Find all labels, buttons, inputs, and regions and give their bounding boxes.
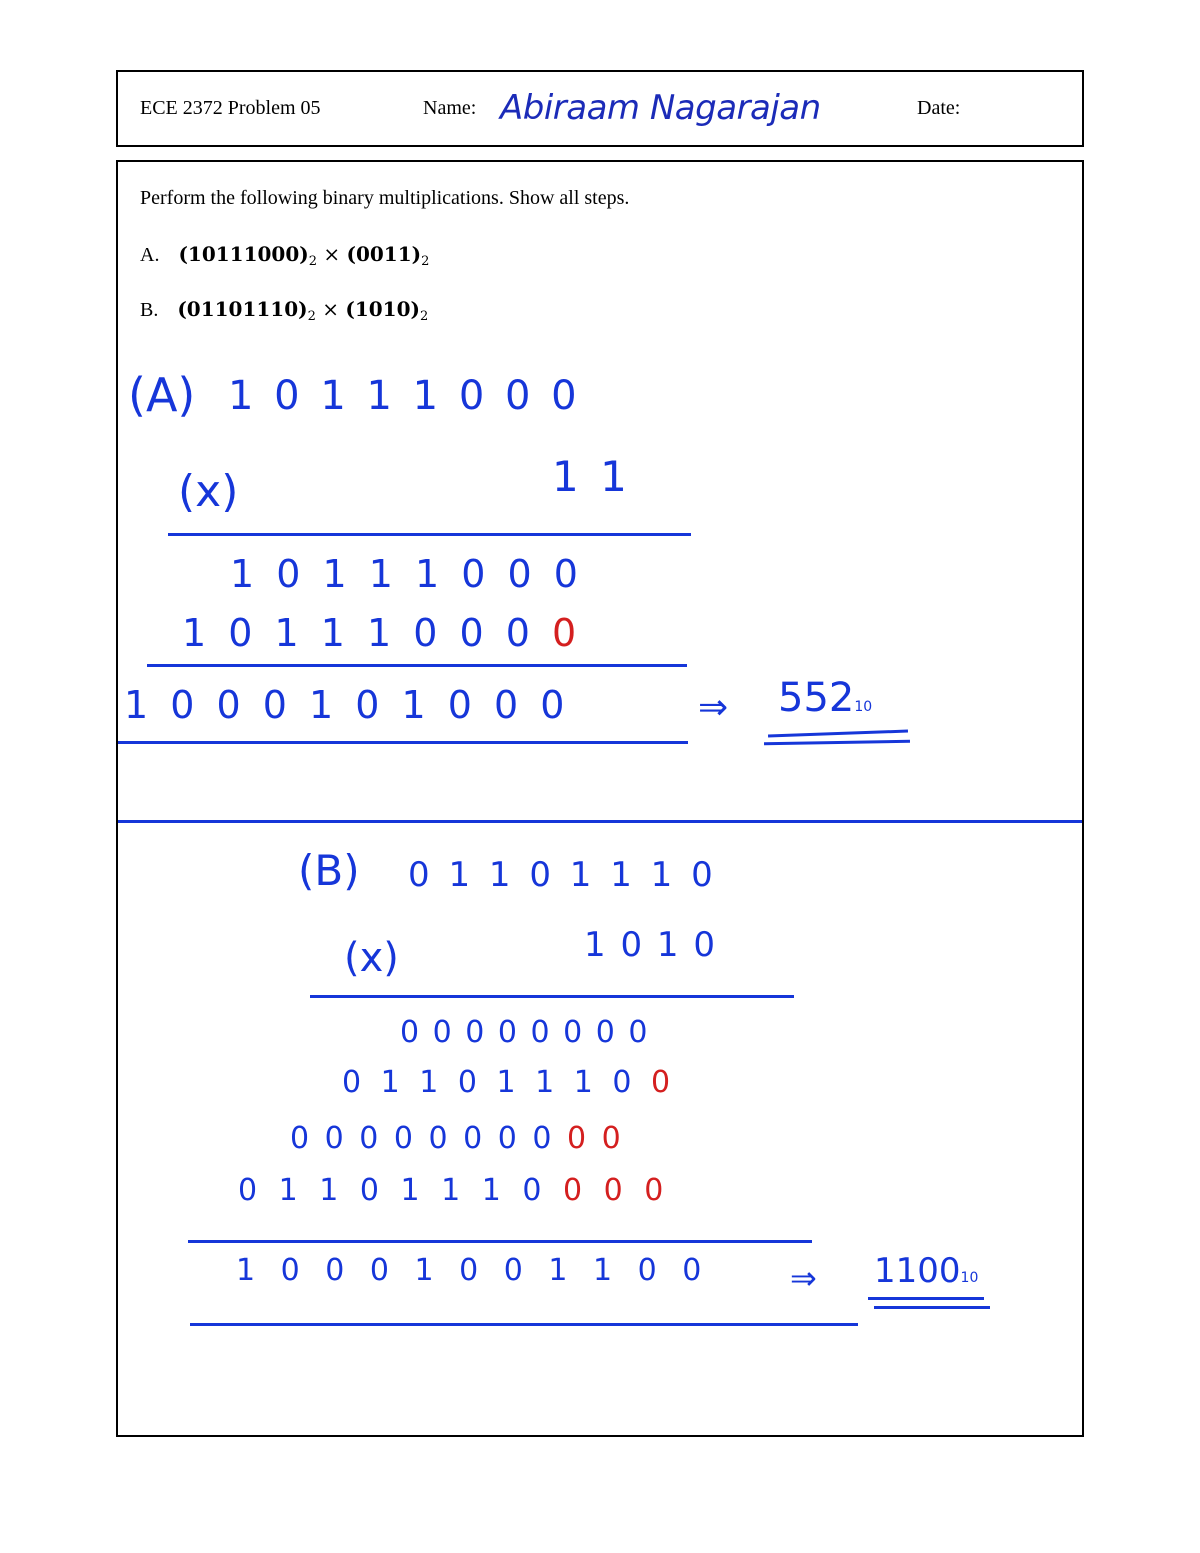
work-b-rule-2 (188, 1240, 812, 1243)
part-b-base1: 2 (307, 309, 316, 324)
work-b-label: (B) (298, 846, 360, 895)
work-b-multiplicand: 0 1 1 0 1 1 1 0 (408, 855, 717, 895)
work-b-answer-value: 1100 (874, 1251, 961, 1291)
work-b-answer-underline-2 (874, 1306, 990, 1309)
part-b-label: B. (140, 299, 159, 321)
work-b-partial-3-shift: 0 0 (566, 1121, 624, 1156)
work-b-partial-4-shift: 0 0 0 (562, 1173, 670, 1208)
work-b-partial-4 (238, 1173, 670, 1208)
work-a-rule-3 (118, 741, 688, 744)
work-b-result: 1 0 0 0 1 0 0 1 1 0 0 (236, 1253, 710, 1288)
work-a-rule-1 (168, 533, 691, 536)
work-b-partial-2 (342, 1065, 676, 1100)
work-a-answer-value: 552 (778, 675, 855, 721)
work-b-partial-3 (290, 1121, 624, 1156)
part-a-operator: × (323, 242, 341, 266)
work-b-answer (874, 1251, 979, 1291)
work-a-answer (778, 675, 873, 721)
part-b-statement (140, 297, 428, 324)
part-a-base2: 2 (421, 254, 430, 269)
work-b-arrow: ⇒ (790, 1259, 817, 1297)
part-a-operand1: (10111000) (178, 242, 309, 266)
name-label: Name: (423, 97, 477, 119)
work-a-answer-base: 10 (854, 699, 873, 715)
work-b-answer-base: 10 (960, 1270, 979, 1286)
part-b-operand2: (1010) (345, 297, 420, 321)
work-b-multiplier: 1 0 1 0 (584, 925, 717, 965)
work-b-times: (x) (344, 935, 399, 981)
work-b-rule-1 (310, 995, 794, 998)
work-b-partial-3-main: 0 0 0 0 0 0 0 0 (290, 1121, 567, 1156)
work-b-partial-2-shift: 0 (650, 1065, 676, 1100)
course-title: ECE 2372 Problem 05 (140, 97, 321, 119)
work-a-partial-1: 1 0 1 1 1 0 0 0 (230, 552, 583, 596)
work-b-rule-3 (190, 1323, 858, 1326)
problem-box (116, 160, 1084, 1437)
instruction-text: Perform the following binary multiplications. Show all steps. (140, 187, 630, 209)
work-b-partial-4-main: 0 1 1 0 1 1 1 0 (238, 1173, 563, 1208)
work-b-answer-underline-1 (868, 1297, 984, 1300)
work-a-partial-2-shift: 0 (552, 611, 582, 655)
work-b-partial-1: 0 0 0 0 0 0 0 0 (400, 1015, 650, 1050)
work-a-partial-2-main: 1 0 1 1 1 0 0 0 (182, 611, 553, 655)
work-a-result: 1 0 0 0 1 0 1 0 0 0 (124, 683, 570, 727)
part-b-operand1: (01101110) (177, 297, 308, 321)
name-signature: Abiraam Nagarajan (500, 88, 821, 128)
part-a-label: A. (140, 244, 160, 266)
work-a-rule-2 (147, 664, 687, 667)
work-a-times: (x) (178, 466, 239, 517)
work-a-multiplier: 1 1 (552, 452, 631, 501)
part-a-statement (140, 242, 429, 269)
date-label: Date: (917, 97, 961, 119)
part-a-base1: 2 (308, 254, 317, 269)
work-a-partial-2 (182, 611, 582, 655)
part-b-base2: 2 (419, 309, 429, 324)
work-b-partial-2-main: 0 1 1 0 1 1 1 0 (342, 1065, 651, 1100)
parts-divider (118, 820, 1082, 823)
work-a-multiplicand: 1 0 1 1 1 0 0 0 (228, 373, 581, 419)
part-b-operator: × (322, 297, 340, 321)
work-a-arrow: ⇒ (698, 687, 729, 728)
work-a-label: (A) (128, 368, 196, 422)
part-a-operand2: (0011) (346, 242, 422, 266)
